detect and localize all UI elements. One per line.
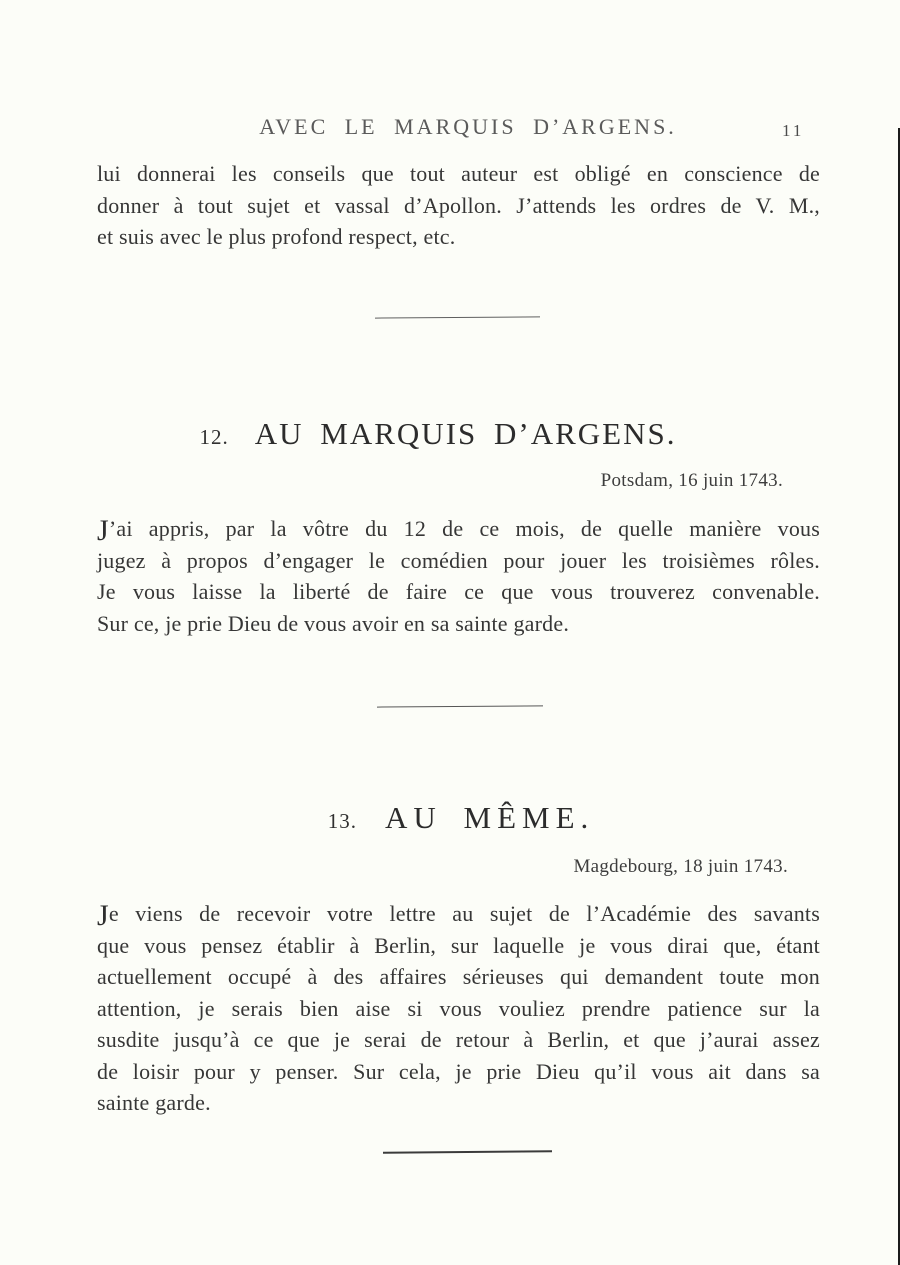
text-line: Je vous laisse la liberté de faire ce que vous trouverez convenable. [97, 579, 820, 604]
text-line-rest: e viens de recevoir votre lettre au sujet de l’Académie des savants [108, 901, 820, 926]
letter-13-heading [22, 800, 900, 836]
letter-number: 12. [199, 425, 229, 449]
section-divider-rule [377, 705, 543, 707]
letter-number: 13. [327, 809, 357, 833]
text-line: lui donnerai les conseils que tout auteur est obligé en conscience de [97, 161, 820, 186]
text-line-rest: ’ai appris, par la vôtre du 12 de ce mois, de quelle manière vous [108, 516, 820, 541]
text-line: sainte garde. [97, 1090, 211, 1115]
text-line: Sur ce, je prie Dieu de vous avoir en sa sainte garde. [97, 610, 570, 636]
letter-13-body [97, 898, 820, 1119]
letter-13-dateline: Magdebourg, 18 juin 1743. [573, 856, 788, 877]
text-line: jugez à propos d’engager le comédien pour jouer les troisièmes rôles. [97, 547, 820, 573]
text-line: susdite jusqu’à ce que je serai de retour à Berlin, et que j’aurai assez [97, 1027, 820, 1052]
running-title: AVEC LE MARQUIS D’ARGENS. [259, 114, 677, 139]
letter-title: AU MÊME. [384, 800, 595, 835]
initial-capital: J [97, 514, 109, 547]
text-line [97, 898, 820, 930]
end-divider-rule [383, 1150, 552, 1153]
text-line: que vous pensez établir à Berlin, sur laquelle je vous dirai que, étant [97, 932, 820, 958]
letter-12-dateline: Potsdam, 16 juin 1743. [600, 470, 783, 491]
initial-capital: J [97, 899, 109, 932]
text-line: donner à tout sujet et vassal d’Apollon. J’attends les ordres de V. M., [97, 192, 820, 218]
text-line: attention, je serais bien aise si vous vouliez prendre patience sur la [97, 995, 820, 1021]
section-divider-rule [375, 316, 540, 318]
text-line: de loisir pour y penser. Sur cela, je prie Dieu qu’il vous ait dans sa [97, 1058, 820, 1084]
page-number: 11 [782, 121, 805, 140]
text-line: et suis avec le plus profond respect, etc. [97, 224, 456, 249]
letter-12-body [97, 513, 820, 639]
text-line [97, 513, 820, 545]
continuation-paragraph [97, 158, 820, 253]
text-line: actuellement occupé à des affaires sérieuses qui demandent toute mon [97, 964, 820, 989]
letter-12-heading [0, 416, 876, 452]
running-head [36, 114, 900, 140]
letter-title: AU MARQUIS D’ARGENS. [254, 416, 677, 451]
